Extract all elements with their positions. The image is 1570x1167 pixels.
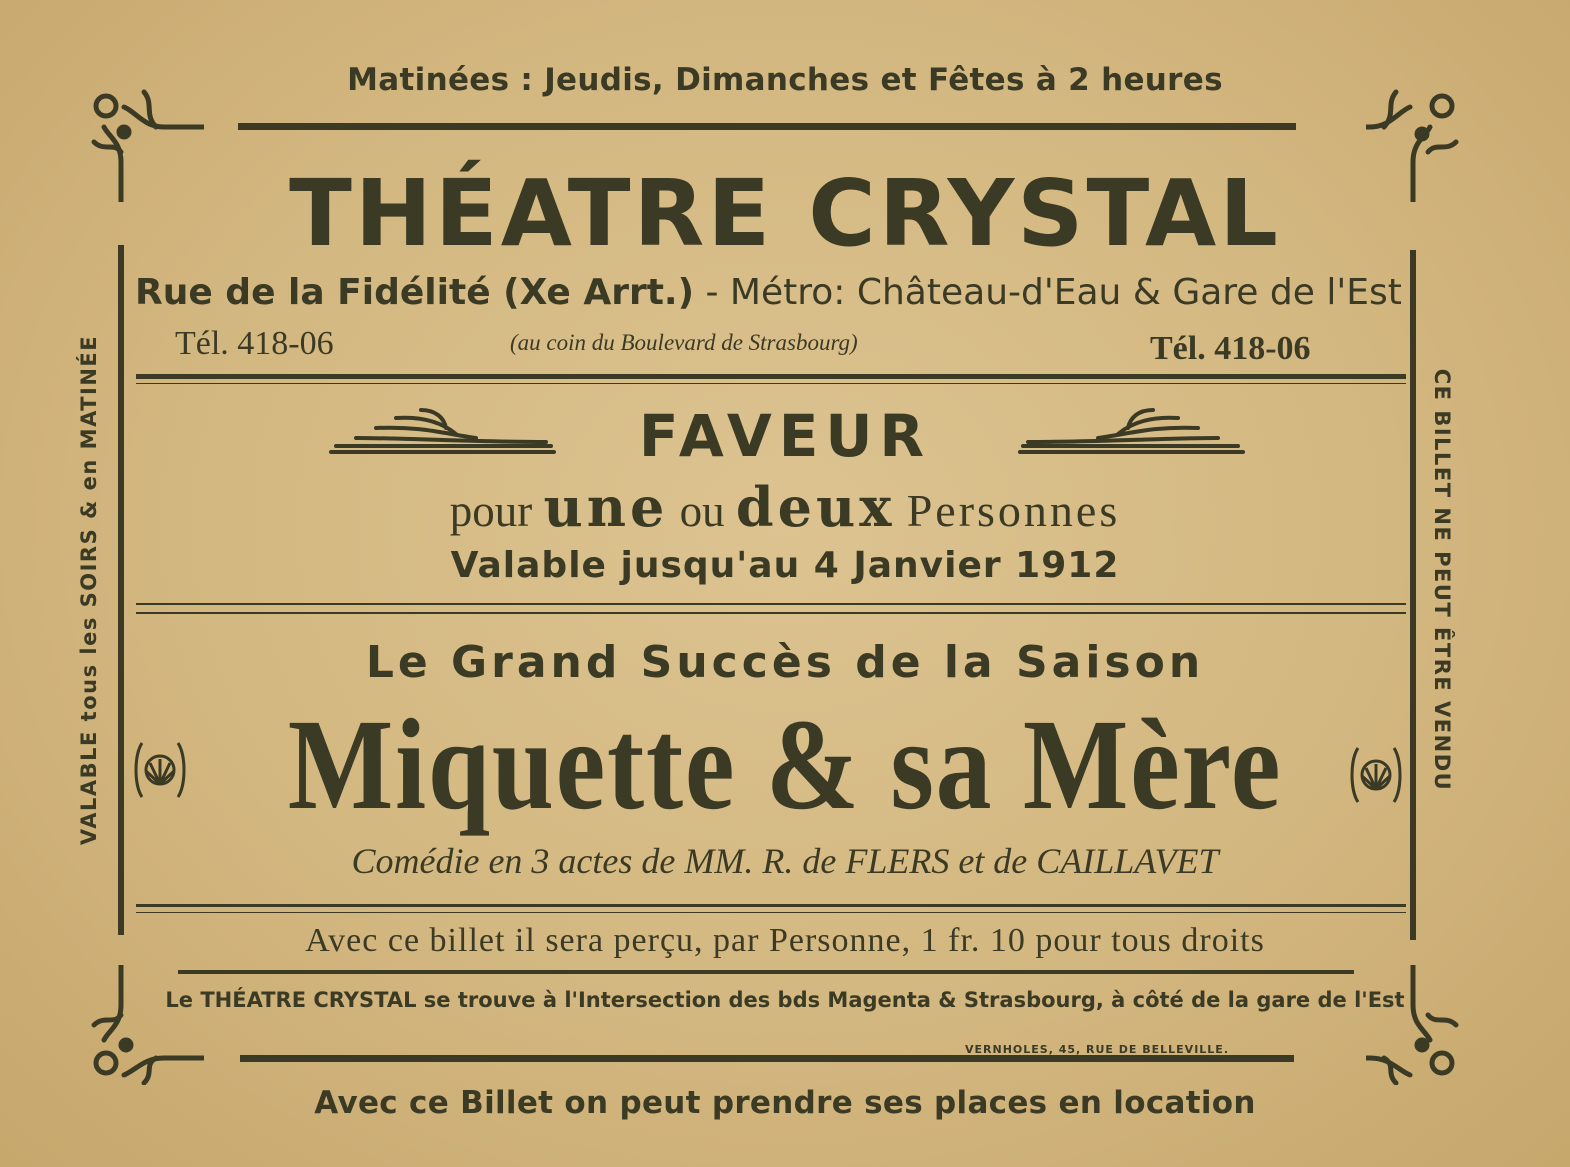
printer-credit: VERNHOLES, 45, RUE DE BELLEVILLE.	[965, 1043, 1229, 1056]
divider-offer	[136, 603, 1406, 605]
word-pour: pour	[449, 486, 533, 536]
metro-stations: - Métro: Château-d'Eau & Gare de l'Est	[694, 272, 1402, 313]
divider-offer-second	[136, 612, 1406, 614]
bottom-left-ornament	[84, 965, 204, 1085]
divider-header-thin	[136, 383, 1406, 384]
faveur-heading: FAVEUR	[638, 402, 932, 470]
divider-header	[136, 374, 1406, 379]
validity-side-text: VALABLE tous les SOIRS & en MATINÉE	[77, 334, 101, 846]
not-for-sale-side-text: CE BILLET NE PEUT ÊTRE VENDU	[1430, 368, 1454, 792]
divider-fee	[178, 970, 1354, 974]
telephone-left: Tél. 418-06	[175, 325, 334, 362]
word-deux: deux	[735, 475, 896, 539]
fee-note: Avec ce billet il sera perçu, par Personne, 1 fr. 10 pour tous droits	[305, 922, 1265, 959]
word-personnes: Personnes	[906, 485, 1121, 536]
word-ou: ou	[679, 486, 725, 536]
theatre-name: THÉATRE CRYSTAL	[289, 160, 1281, 267]
persons-line	[0, 475, 1570, 539]
street-address: Rue de la Fidélité (Xe Arrt.)	[135, 272, 695, 313]
bottom-right-ornament	[1366, 965, 1486, 1085]
divider-play	[136, 904, 1406, 907]
matinee-schedule: Matinées : Jeudis, Dimanches et Fêtes à 2 heures	[347, 62, 1223, 98]
frame-bottom-rule	[240, 1055, 1294, 1062]
corner-location-note: (au coin du Boulevard de Strasbourg)	[510, 330, 858, 355]
word-une: une	[543, 475, 669, 539]
validity-date: Valable jusqu'au 4 Janvier 1912	[450, 545, 1120, 586]
advance-booking-note: Avec ce Billet on peut prendre ses places en location	[314, 1085, 1256, 1121]
location-note: Le THÉATRE CRYSTAL se trouve à l'Intersection des bds Magenta & Strasbourg, à côté de la gare de l'Est	[165, 988, 1405, 1012]
season-headline: Le Grand Succès de la Saison	[365, 637, 1205, 688]
play-credits: Comédie en 3 actes de MM. R. de FLERS et de CAILLAVET	[351, 841, 1219, 881]
divider-play-second	[136, 912, 1406, 913]
frame-top-rule	[238, 123, 1296, 130]
telephone-right: Tél. 418-06	[1150, 330, 1311, 367]
right-rosette-ornament	[1348, 740, 1404, 810]
play-title: Miquette & sa Mère	[287, 693, 1283, 837]
right-swoosh-ornament	[1018, 404, 1248, 460]
address-line	[135, 272, 1402, 313]
